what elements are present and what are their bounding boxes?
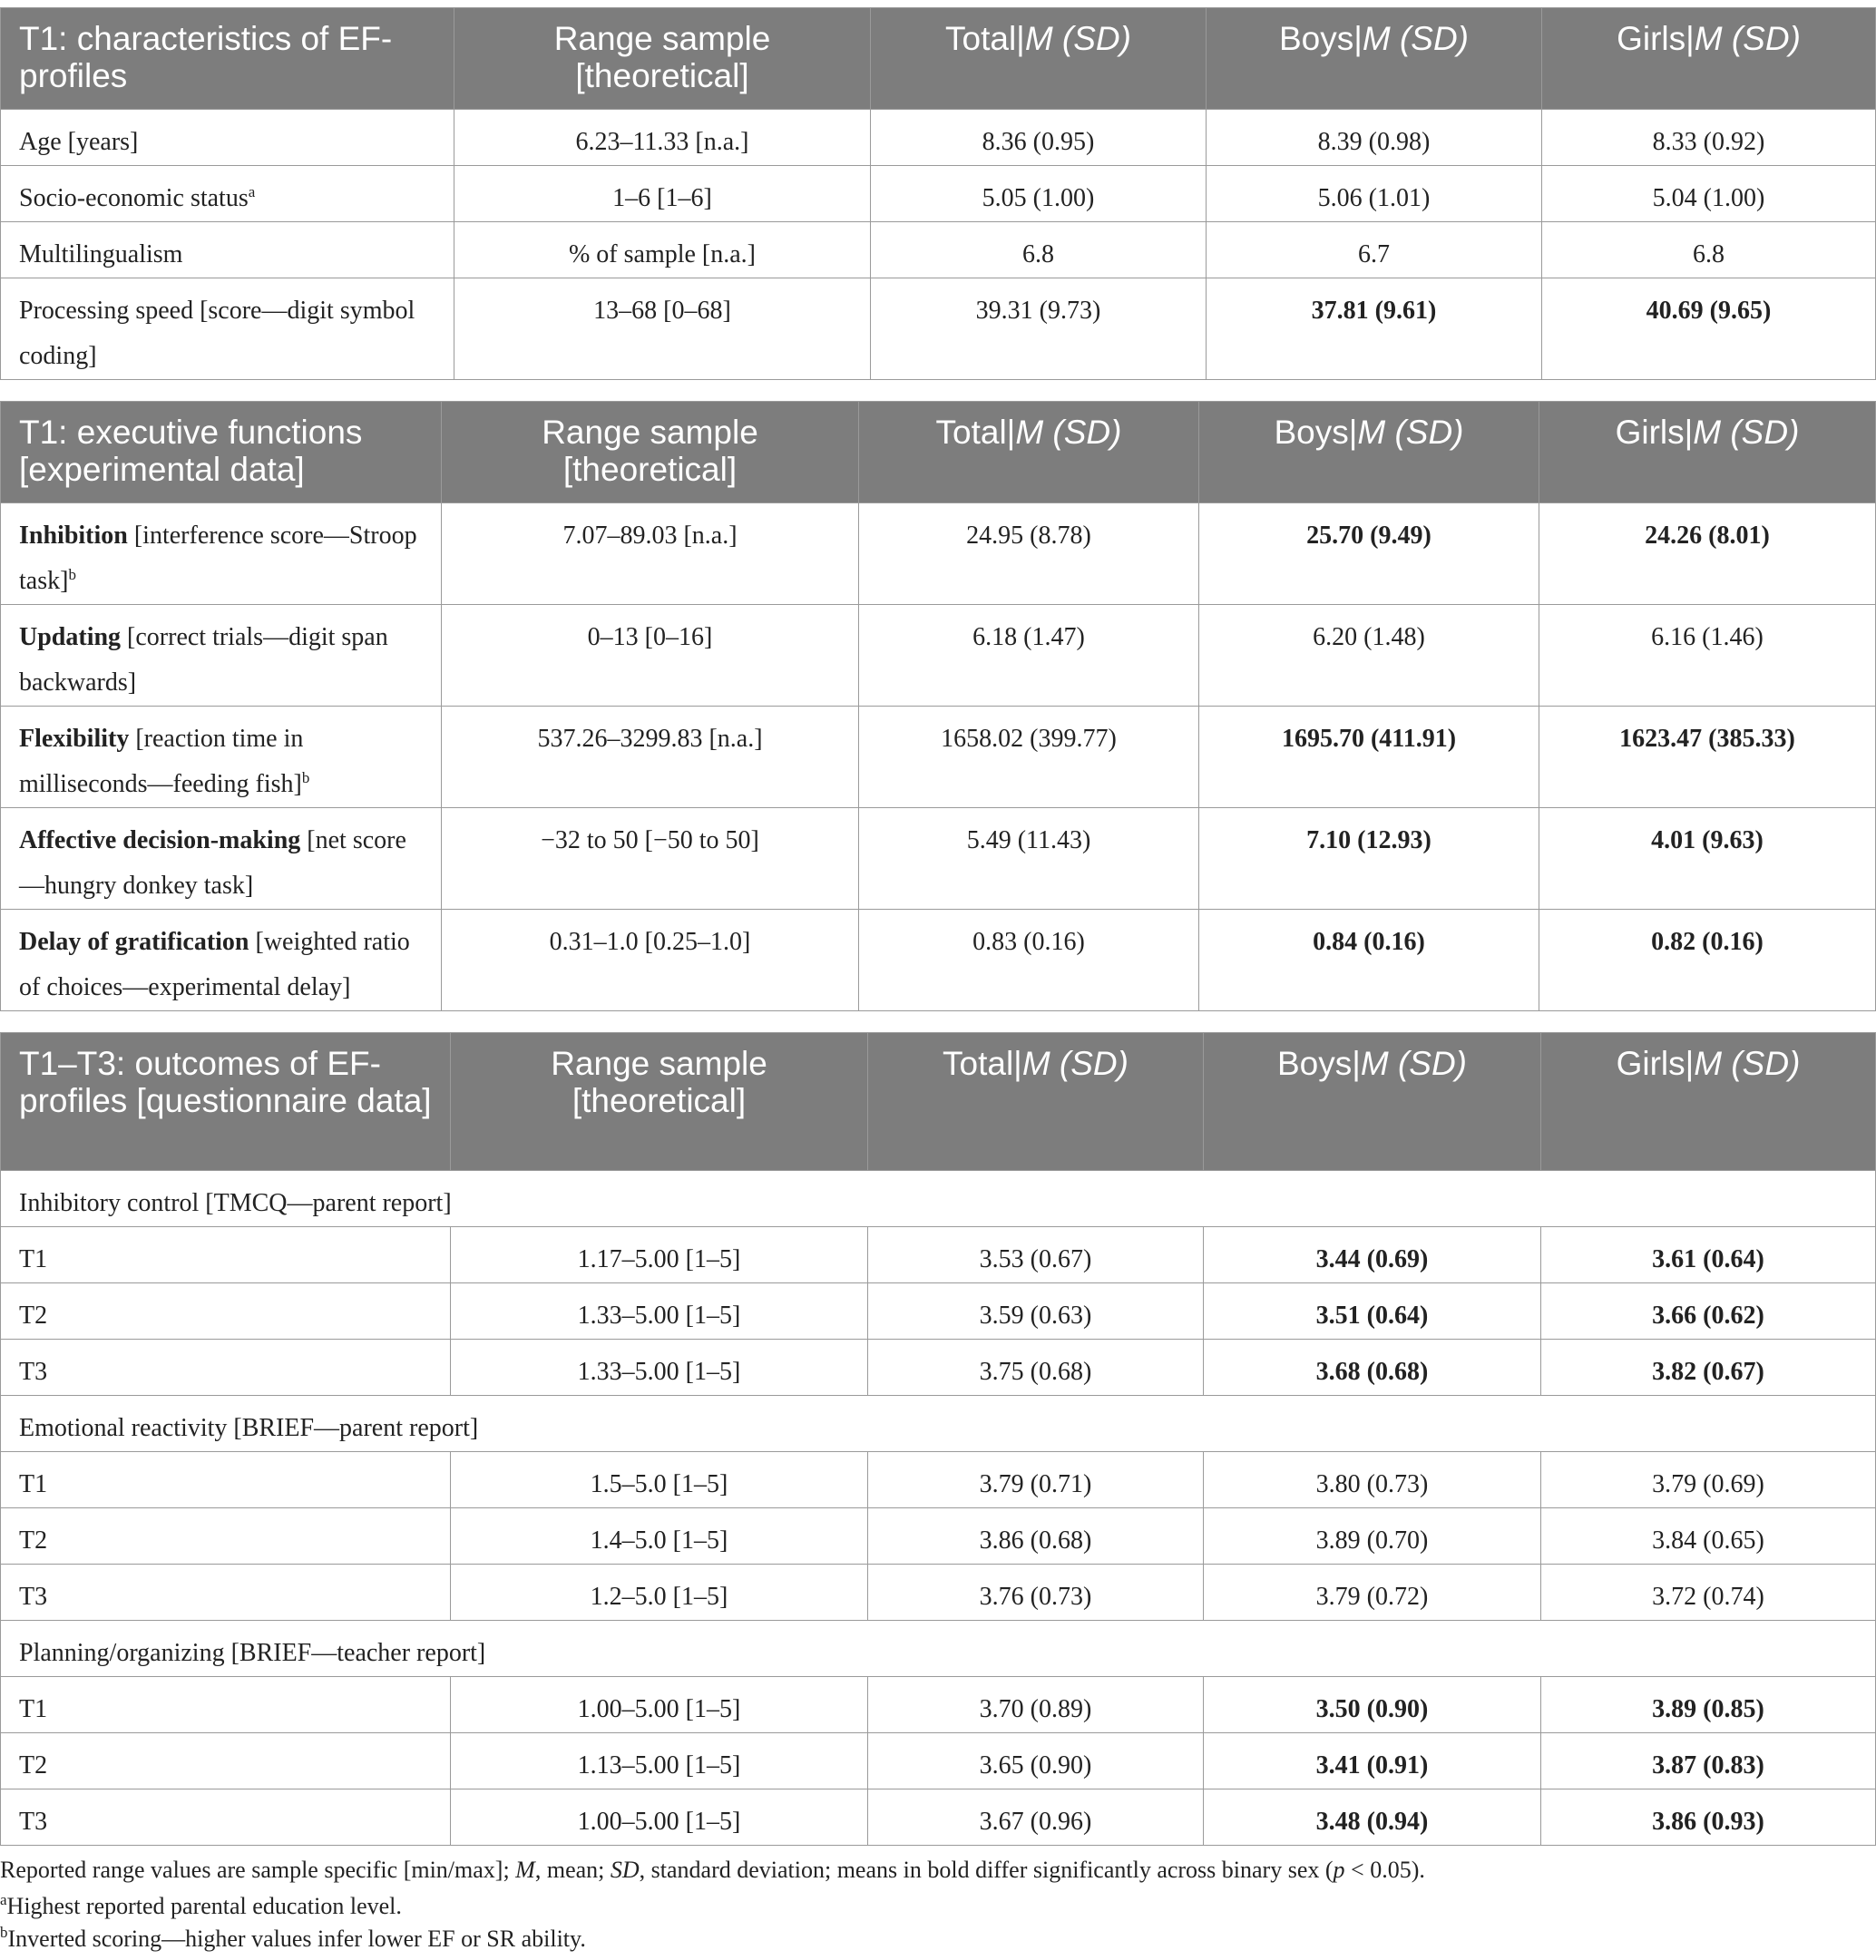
range-cell: 1–6 [1–6] [454, 166, 871, 222]
table-row [1, 278, 1876, 380]
group-title: Emotional reactivity [BRIEF—parent report] [1, 1396, 1876, 1452]
header-stat: M (SD) [1694, 1045, 1801, 1082]
boys-cell: 3.51 (0.64) [1204, 1283, 1541, 1340]
row-label-cell [1, 707, 442, 808]
group-row [1, 1396, 1876, 1452]
total-cell: 3.76 (0.73) [868, 1565, 1204, 1621]
total-cell: 3.59 (0.63) [868, 1283, 1204, 1340]
footnote-marker: a [248, 183, 256, 200]
boys-cell: 3.80 (0.73) [1204, 1452, 1541, 1508]
note-italic: p [1333, 1857, 1345, 1883]
header-label: Girls| [1615, 414, 1694, 451]
girls-cell: 3.72 (0.74) [1541, 1565, 1876, 1621]
ef-description: [weighted ratio of choices—experimental delay] [19, 928, 410, 1001]
boys-cell: 1695.70 (411.91) [1199, 707, 1539, 808]
footnote-b [0, 1926, 586, 1953]
boys-cell: 5.06 (1.01) [1207, 166, 1542, 222]
header-label: Boys| [1274, 414, 1358, 451]
header-label: Total| [935, 414, 1016, 451]
footnote-text: Inverted scoring—higher values infer lower EF or SR ability. [7, 1926, 586, 1952]
header-cell: T1: characteristics of EF-profiles [1, 8, 454, 110]
table-row [1, 1789, 1876, 1846]
time-cell: T3 [1, 1565, 451, 1621]
table-row [1, 1565, 1876, 1621]
note-text: < 0.05). [1344, 1857, 1425, 1883]
boys-cell: 6.20 (1.48) [1199, 605, 1539, 707]
header-cell [868, 1033, 1204, 1171]
ef-name: Delay of gratification [19, 928, 249, 956]
header-cell [1207, 8, 1542, 110]
time-cell: T2 [1, 1508, 451, 1565]
total-cell: 0.83 (0.16) [859, 910, 1199, 1011]
girls-cell: 3.66 (0.62) [1541, 1283, 1876, 1340]
characteristics-table [0, 7, 1876, 380]
range-cell: 1.5–5.0 [1–5] [451, 1452, 868, 1508]
range-cell: 1.2–5.0 [1–5] [451, 1565, 868, 1621]
range-cell: 537.26–3299.83 [n.a.] [442, 707, 859, 808]
girls-cell: 3.87 (0.83) [1541, 1733, 1876, 1789]
ef-description: [reaction time in milliseconds—feeding fish] [19, 725, 304, 798]
range-cell: −32 to 50 [−50 to 50] [442, 808, 859, 910]
header-row [1, 1033, 1876, 1171]
range-cell: 1.17–5.00 [1–5] [451, 1227, 868, 1283]
table-row [1, 1283, 1876, 1340]
range-cell: 1.00–5.00 [1–5] [451, 1677, 868, 1733]
header-row [1, 402, 1876, 503]
girls-cell: 3.89 (0.85) [1541, 1677, 1876, 1733]
time-cell: T2 [1, 1733, 451, 1789]
ef-name: Inhibition [19, 522, 128, 550]
boys-cell: 3.50 (0.90) [1204, 1677, 1541, 1733]
range-cell: 7.07–89.03 [n.a.] [442, 503, 859, 605]
header-cell: T1: executive functions [experimental data] [1, 402, 442, 503]
time-cell: T1 [1, 1452, 451, 1508]
total-cell: 3.67 (0.96) [868, 1789, 1204, 1846]
boys-cell: 3.79 (0.72) [1204, 1565, 1541, 1621]
boys-cell: 3.48 (0.94) [1204, 1789, 1541, 1846]
ef-description: [net score—hungry donkey task] [19, 826, 406, 900]
header-stat: M (SD) [1357, 414, 1464, 451]
header-cell: T1–T3: outcomes of EF-profiles [questionnaire data] [1, 1033, 451, 1171]
table-row [1, 1340, 1876, 1396]
header-cell: Range sample [theoretical] [451, 1033, 868, 1171]
footnote-marker: a [0, 1891, 7, 1908]
range-cell: 1.33–5.00 [1–5] [451, 1340, 868, 1396]
header-stat: M (SD) [1021, 1045, 1129, 1082]
table-row [1, 605, 1876, 707]
header-cell [1204, 1033, 1541, 1171]
girls-cell: 3.84 (0.65) [1541, 1508, 1876, 1565]
footnote-marker: b [68, 566, 76, 583]
footnote-marker: b [301, 769, 310, 786]
outcomes-table [0, 1032, 1876, 1846]
ef-name: Affective decision-making [19, 826, 301, 854]
table-row [1, 1733, 1876, 1789]
boys-cell: 3.44 (0.69) [1204, 1227, 1541, 1283]
header-label: Boys| [1278, 20, 1363, 57]
note-italic: M [515, 1857, 535, 1883]
header-label: Boys| [1276, 1045, 1361, 1082]
table-row [1, 808, 1876, 910]
header-cell [1542, 8, 1876, 110]
girls-cell: 8.33 (0.92) [1542, 110, 1876, 166]
row-label: Socio-economic status [19, 184, 249, 212]
time-cell: T1 [1, 1677, 451, 1733]
girls-cell: 3.79 (0.69) [1541, 1452, 1876, 1508]
note-text: , mean; [534, 1857, 611, 1883]
table-row [1, 110, 1876, 166]
range-cell: 1.33–5.00 [1–5] [451, 1283, 868, 1340]
header-stat: M (SD) [1015, 414, 1122, 451]
ef-description: [correct trials—digit span backwards] [19, 623, 388, 697]
group-title: Inhibitory control [TMCQ—parent report] [1, 1171, 1876, 1227]
header-label: Total| [943, 1045, 1022, 1082]
header-cell [1539, 402, 1876, 503]
row-label: Processing speed [score—digit symbol coding] [1, 278, 454, 380]
range-cell: 1.00–5.00 [1–5] [451, 1789, 868, 1846]
table-row [1, 1227, 1876, 1283]
header-cell [1199, 402, 1539, 503]
row-label-cell [1, 808, 442, 910]
boys-cell: 3.89 (0.70) [1204, 1508, 1541, 1565]
boys-cell: 37.81 (9.61) [1207, 278, 1542, 380]
girls-cell: 6.8 [1542, 222, 1876, 278]
total-cell: 5.05 (1.00) [871, 166, 1207, 222]
total-cell: 24.95 (8.78) [859, 503, 1199, 605]
table-row [1, 1508, 1876, 1565]
table-row [1, 1452, 1876, 1508]
boys-cell: 7.10 (12.93) [1199, 808, 1539, 910]
header-stat: M (SD) [1362, 20, 1470, 57]
row-label: Age [years] [1, 110, 454, 166]
total-cell: 8.36 (0.95) [871, 110, 1207, 166]
table-row [1, 707, 1876, 808]
boys-cell: 25.70 (9.49) [1199, 503, 1539, 605]
girls-cell: 3.86 (0.93) [1541, 1789, 1876, 1846]
table-row [1, 1677, 1876, 1733]
total-cell: 3.65 (0.90) [868, 1733, 1204, 1789]
header-cell [859, 402, 1199, 503]
total-cell: 3.70 (0.89) [868, 1677, 1204, 1733]
table-row [1, 503, 1876, 605]
executive-functions-table [0, 401, 1876, 1011]
table-row [1, 166, 1876, 222]
range-cell: % of sample [n.a.] [454, 222, 871, 278]
header-stat: M (SD) [1360, 1045, 1468, 1082]
ef-description: [interference score—Stroop task] [19, 522, 417, 595]
boys-cell: 3.41 (0.91) [1204, 1733, 1541, 1789]
girls-cell: 3.82 (0.67) [1541, 1340, 1876, 1396]
header-cell [1541, 1033, 1876, 1171]
total-cell: 6.8 [871, 222, 1207, 278]
header-stat: M (SD) [1694, 20, 1801, 57]
row-label-cell [1, 166, 454, 222]
time-cell: T1 [1, 1227, 451, 1283]
total-cell: 39.31 (9.73) [871, 278, 1207, 380]
header-label: Girls| [1616, 1045, 1695, 1082]
total-cell: 1658.02 (399.77) [859, 707, 1199, 808]
range-cell: 1.4–5.0 [1–5] [451, 1508, 868, 1565]
note-italic: SD [610, 1857, 640, 1883]
range-cell: 13–68 [0–68] [454, 278, 871, 380]
range-cell: 6.23–11.33 [n.a.] [454, 110, 871, 166]
header-row [1, 8, 1876, 110]
header-cell [871, 8, 1207, 110]
header-label: Girls| [1617, 20, 1695, 57]
note-text: , standard deviation; means in bold differ significantly across binary sex ( [639, 1857, 1334, 1883]
row-label-cell [1, 503, 442, 605]
girls-cell: 40.69 (9.65) [1542, 278, 1876, 380]
boys-cell: 3.68 (0.68) [1204, 1340, 1541, 1396]
range-cell: 1.13–5.00 [1–5] [451, 1733, 868, 1789]
note-text: Reported range values are sample specific [min/max]; [0, 1857, 516, 1883]
range-cell: 0.31–1.0 [0.25–1.0] [442, 910, 859, 1011]
table-note [0, 1857, 1425, 1884]
footnote-marker: b [0, 1924, 8, 1941]
girls-cell: 6.16 (1.46) [1539, 605, 1876, 707]
header-cell: Range sample [theoretical] [442, 402, 859, 503]
total-cell: 6.18 (1.47) [859, 605, 1199, 707]
group-row [1, 1171, 1876, 1227]
girls-cell: 3.61 (0.64) [1541, 1227, 1876, 1283]
girls-cell: 4.01 (9.63) [1539, 808, 1876, 910]
time-cell: T3 [1, 1789, 451, 1846]
group-title: Planning/organizing [BRIEF—teacher report] [1, 1621, 1876, 1677]
boys-cell: 0.84 (0.16) [1199, 910, 1539, 1011]
girls-cell: 0.82 (0.16) [1539, 910, 1876, 1011]
range-cell: 0–13 [0–16] [442, 605, 859, 707]
total-cell: 3.79 (0.71) [868, 1452, 1204, 1508]
girls-cell: 1623.47 (385.33) [1539, 707, 1876, 808]
header-cell: Range sample [theoretical] [454, 8, 871, 110]
row-label: Multilingualism [1, 222, 454, 278]
header-stat: M (SD) [1693, 414, 1800, 451]
ef-name: Flexibility [19, 725, 130, 753]
total-cell: 3.86 (0.68) [868, 1508, 1204, 1565]
group-row [1, 1621, 1876, 1677]
total-cell: 3.53 (0.67) [868, 1227, 1204, 1283]
girls-cell: 5.04 (1.00) [1542, 166, 1876, 222]
table-row [1, 222, 1876, 278]
footnote-text: Highest reported parental education level. [6, 1893, 402, 1919]
row-label-cell [1, 910, 442, 1011]
row-label-cell [1, 605, 442, 707]
footnote-a [0, 1893, 402, 1920]
header-label: Total| [945, 20, 1025, 57]
boys-cell: 8.39 (0.98) [1207, 110, 1542, 166]
table-row [1, 910, 1876, 1011]
boys-cell: 6.7 [1207, 222, 1542, 278]
total-cell: 5.49 (11.43) [859, 808, 1199, 910]
girls-cell: 24.26 (8.01) [1539, 503, 1876, 605]
total-cell: 3.75 (0.68) [868, 1340, 1204, 1396]
header-stat: M (SD) [1024, 20, 1131, 57]
time-cell: T2 [1, 1283, 451, 1340]
ef-name: Updating [19, 623, 122, 651]
time-cell: T3 [1, 1340, 451, 1396]
